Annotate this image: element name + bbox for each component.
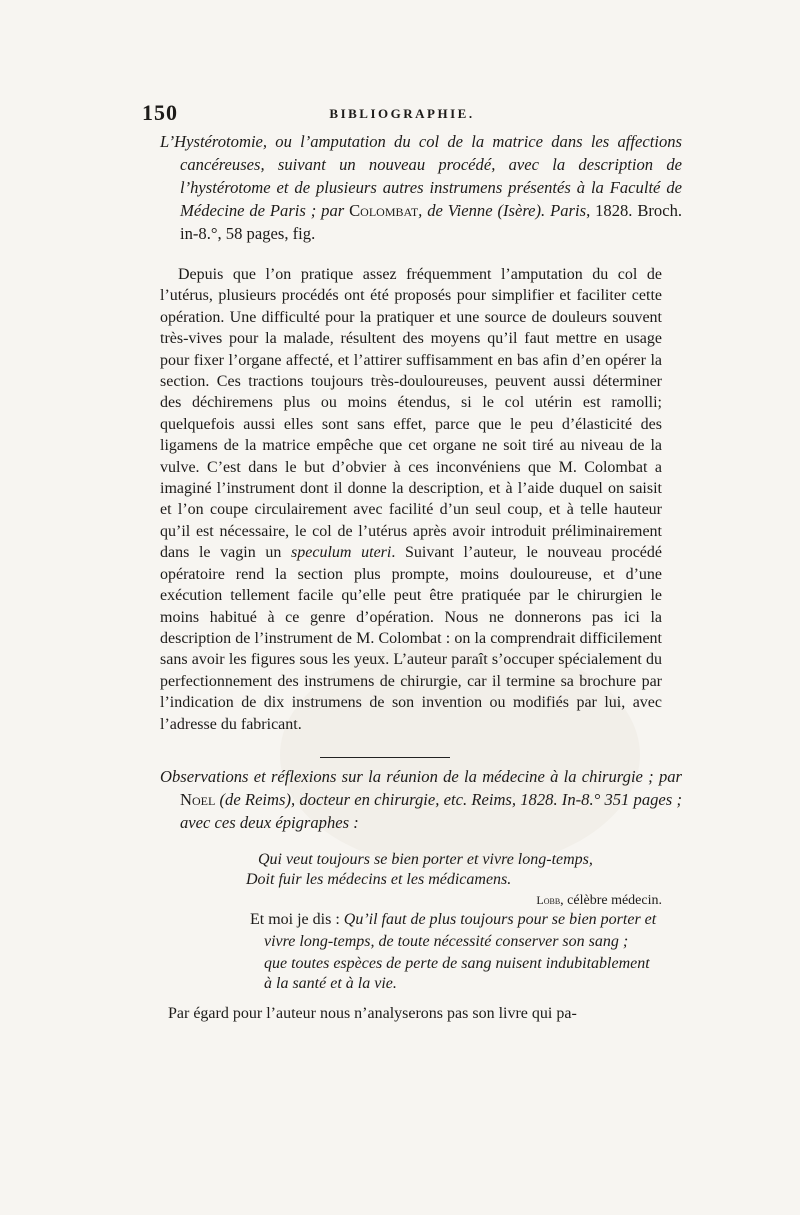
entry2-title: Observations et réflexions sur la réunion de la médecine à la chirurgie ; par (160, 767, 682, 786)
epigraph2-lead: Et moi je dis : (250, 911, 344, 928)
entry1-author-place: , de Vienne (Isère). (418, 201, 546, 220)
entry1-title: L’Hystérotomie, ou l’amputation du col de la matrice dans les affections cancéreuses, suivant un nouveau procédé, avec la description de l’hystérotome et de plusieurs autres instrumens présentés à la Faculté de Médecine de Paris ; par (160, 132, 682, 220)
epigraph1-author: Lobb (536, 893, 561, 907)
bibliographic-entry-1 (160, 130, 682, 245)
epigraph2-line1 (250, 910, 656, 930)
review1-italic: speculum uteri (291, 544, 392, 562)
review-paragraph-2: Par égard pour l’auteur nous n’analyserons pas son livre qui pa- (168, 1005, 577, 1022)
entry2-author-place: (de Reims), (219, 790, 296, 809)
entry2-author: Noel (180, 790, 216, 809)
running-head: BIBLIOGRAPHIE. (329, 106, 475, 121)
epigraph1-line1: Qui veut toujours se bien porter et vivre long-temps, (258, 851, 593, 868)
epigraph1-attribution (536, 890, 662, 911)
entry1-author: Colombat (349, 201, 419, 220)
epigraph2-line3: que toutes espèces de perte de sang nuisent indubitablement (264, 955, 650, 972)
section-divider (320, 757, 450, 758)
page-header (142, 100, 662, 124)
entry1-imprint-city: Paris (550, 201, 587, 220)
review1-text-b: . Suivant l’auteur, le nouveau procédé opératoire rend la section plus prompte, moins douloureuse, et d’une exécution tellement facile qu’elle peut être pratiquée par le chirurgien le moins habitué à ce genre d’opération. Nous ne donnerons pas ici la description de l’instrument de M. Colombat : on la comprendrait difficilement sans avoir les figures sous les yeux. L’auteur paraît s’occuper spécialement du perfectionnement des instrumens de chirurgie, car il termine sa brochure par l’indication de dix instrumens de son invention ou modifiés par lui, avec l’adresse du fabricant. (160, 544, 663, 733)
epigraph2-first: Qu’il faut de plus toujours pour se bien porter et (343, 911, 657, 928)
review1-text-a: Depuis que l’on pratique assez fréquemment l’amputation du col de l’utérus, plusieurs procédés ont été proposés pour simplifier et faciliter cette opération. Une difficulté pour la pratiquer et une source de douleurs souvent très-vives pour la malade, résultent des moyens qu’il faut mettre en usage pour fixer l’organe affecté, et l’attirer suffisamment en bas afin d’en opérer la section. Ces tractions toujours très-douloureuses, peuvent aussi déterminer des déchiremens plus ou moins étendus, si le col utérin est ramolli; quelquefois aussi elles sont sans effet, parce que le peu d’élasticité des ligamens de la matrice empêche que cet organe ne soit tiré au niveau de la vulve. C’est dans le but d’obvier à ces inconvéniens que M. Colombat a imaginé l’instrument dont il donne la description, et à l’aide duquel on saisit et l’on coupe circulairement avec facilité d’un seul coup, et à telle hauteur qu’il est nécessaire, le col de l’utérus après avoir introduit préliminairement dans le vagin un (160, 266, 662, 562)
entry2-rest: docteur en chirurgie, etc. Reims, 1828. In-8.° 351 pages ; avec ces deux épigraphes : (180, 790, 682, 832)
epigraph1-line2: Doit fuir les médecins et les médicamens. (246, 871, 512, 888)
epigraph1-author-desc: , célèbre médecin. (560, 893, 662, 908)
review-paragraph-1 (160, 264, 662, 735)
epigraph2-line4: à la santé et à la vie. (264, 975, 397, 992)
epigraph2-line2: vivre long-temps, de toute nécessité conserver son sang ; (264, 933, 629, 950)
entry1-imprint: , 1828. Broch. in-8.°, 58 pages, fig. (180, 201, 683, 243)
bibliographic-entry-2 (160, 765, 682, 834)
page-number: 150 (142, 100, 178, 125)
